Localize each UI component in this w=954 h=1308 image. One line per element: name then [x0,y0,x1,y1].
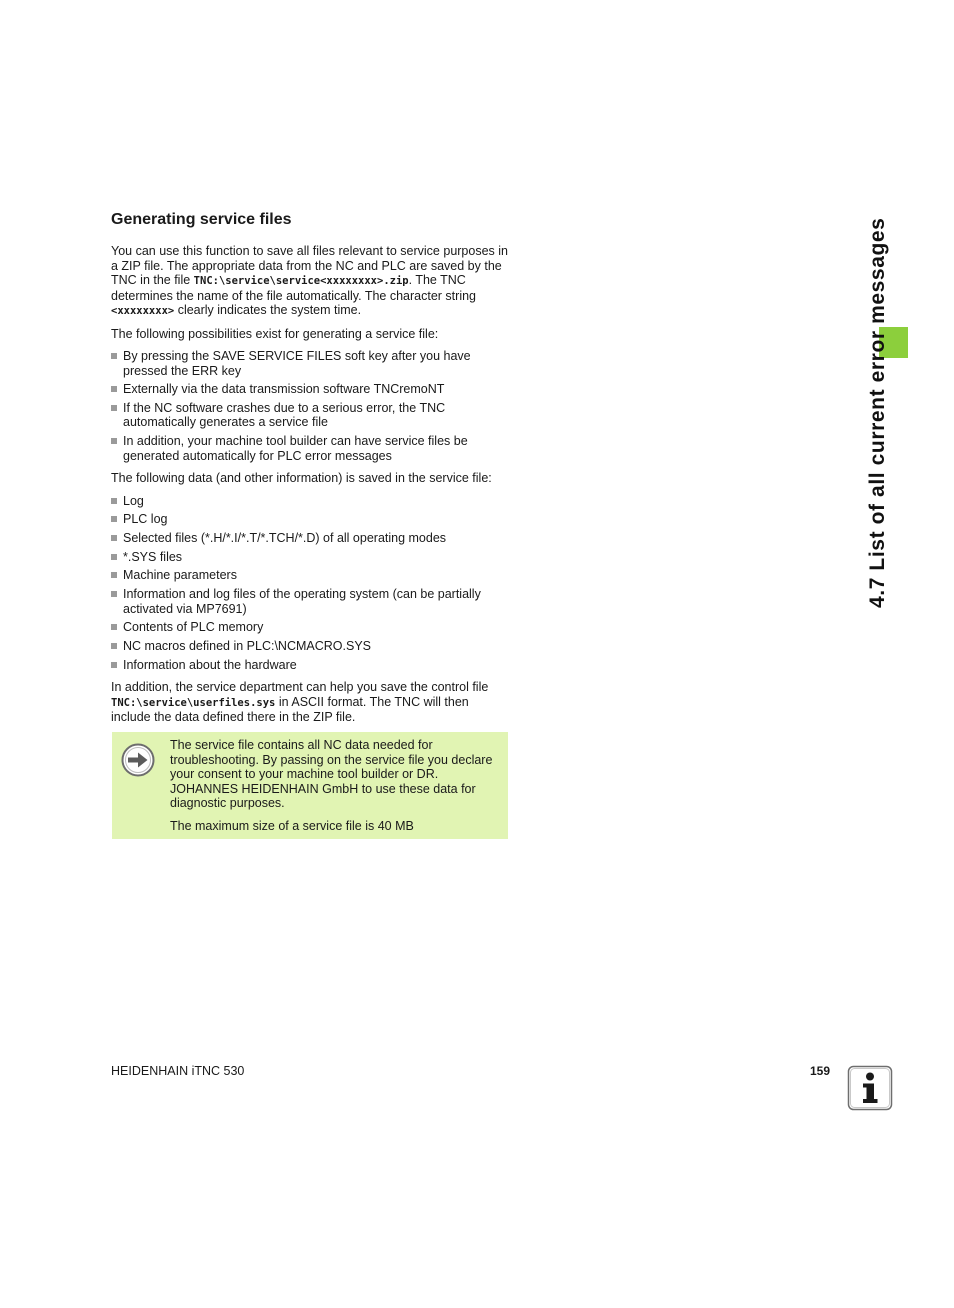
bullet-square-icon [111,498,117,504]
bullet-square-icon [111,353,117,359]
intro-text-3: clearly indicates the system time. [174,303,362,317]
list-item-text: In addition, your machine tool builder can have service files be generated automatically for PLC error messages [123,434,468,463]
bullet-square-icon [111,516,117,522]
list-item-text: Contents of PLC memory [123,620,264,635]
userfiles-text-2: in ASCII format. The TNC will then include the data defined there in the ZIP file. [111,694,469,725]
bullet-square-icon [111,643,117,649]
arrow-right-icon [121,743,155,777]
bullet-square-icon [111,572,117,578]
bullet-square-icon [111,591,117,597]
list-item [111,434,509,463]
chapter-title: 4.7 List of all current error messages [866,217,889,608]
list-item-text: *.SYS files [123,549,183,564]
note-paragraph: The service file contains all NC data needed for troubleshooting. By passing on the service file you declare your consent to your machine tool builder or DR. JOHANNES HEIDENHAIN GmbH to use these data for diagnostic purposes. [170,738,493,810]
list-item-text: Log [123,493,144,508]
note-text [170,738,502,841]
saved-data-lead: The following data (and other information) is saved in the service file: [111,471,492,486]
userfiles-paragraph [111,680,509,725]
list-item [111,568,509,583]
service-zip-path: TNC:\service\service<xxxxxxxx>.zip [193,275,409,287]
page-number: 159 [809,1064,830,1078]
footer-product: HEIDENHAIN iTNC 530 [111,1064,245,1078]
intro-paragraph [111,244,509,319]
list-item-text: By pressing the SAVE SERVICE FILES soft key after you have pressed the ERR key [123,349,471,378]
info-icon [847,1065,893,1111]
bullet-square-icon [111,405,117,411]
intro-text-1: You can use this function to save all files relevant to service purposes in a ZIP file. The appropriate data from the NC and PLC are saved by the TNC in the file [111,244,508,287]
list-item [111,494,509,509]
list-item [111,639,509,654]
list-item [111,349,509,378]
list-item-text: Information about the hardware [123,657,297,672]
bullet-square-icon [111,554,117,560]
note-box [112,732,508,839]
list-item [111,620,509,635]
list-item [111,587,509,616]
list-item [111,512,509,527]
intro-text-2: . The TNC determines the name of the file automatically. The character string [111,273,476,303]
list-item [111,550,509,565]
note-paragraph: The maximum size of a service file is 40 MB [170,818,414,833]
list-item-text: Selected files (*.H/*.I/*.T/*.TCH/*.D) of all operating modes [123,530,447,545]
list-item-text: PLC log [123,512,168,527]
bullet-square-icon [111,438,117,444]
userfiles-path: TNC:\service\userfiles.sys [111,696,276,709]
bullet-square-icon [111,386,117,392]
list-item [111,382,509,397]
list-item [111,658,509,673]
bullet-square-icon [111,624,117,630]
main-content [111,210,509,733]
possibilities-list [111,349,509,463]
bullet-square-icon [111,535,117,541]
bullet-square-icon [111,662,117,668]
userfiles-text-1: In addition, the service department can help you save the control file [111,680,489,695]
list-item-text: Information and log files of the operating system (can be partially activated via MP7691) [123,587,481,616]
list-item [111,531,509,546]
list-item-text: Externally via the data transmission software TNCremoNT [123,382,445,397]
list-item-text: If the NC software crashes due to a serious error, the TNC automatically generates a service file [123,400,446,430]
list-item-text: Machine parameters [123,568,237,583]
list-item [111,401,509,430]
system-time-string: <xxxxxxxx> [111,305,175,317]
possibilities-lead: The following possibilities exist for generating a service file: [111,326,439,341]
saved-data-list [111,494,509,673]
section-title: Generating service files [111,211,292,228]
list-item-text: NC macros defined in PLC:\NCMACRO.SYS [123,638,371,653]
